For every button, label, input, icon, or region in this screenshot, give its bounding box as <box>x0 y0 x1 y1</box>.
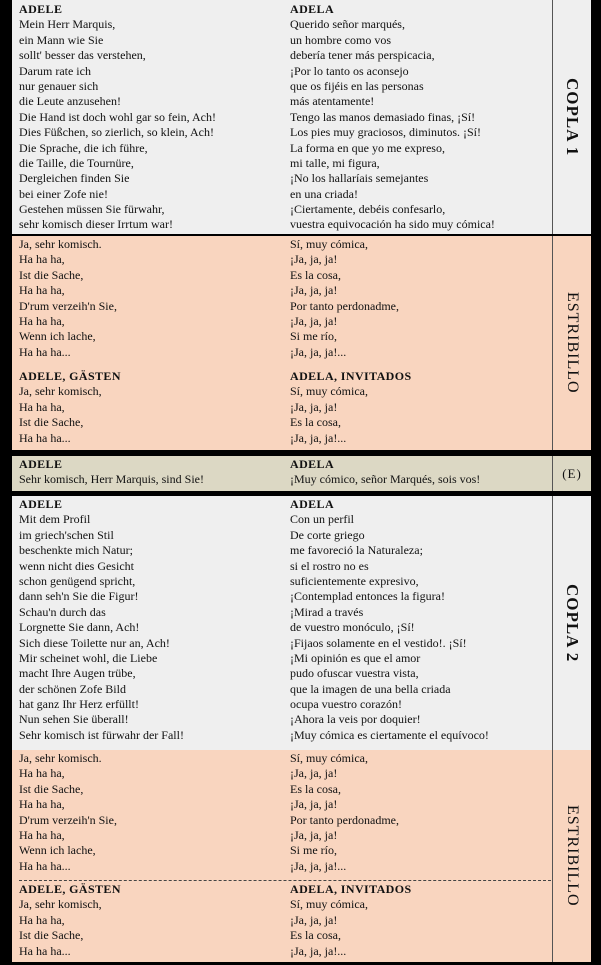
lyric-line: Ha ha ha, <box>19 827 65 842</box>
lyric-line: Es la cosa, <box>290 267 341 282</box>
lyric-line: Sí, muy cómica, <box>290 237 368 251</box>
lyric-line: Ist die Sache, <box>19 781 84 796</box>
lyric-line: Ja, sehr komisch, <box>19 897 102 912</box>
lyric-line: der schönen Zofe Bild <box>19 681 126 696</box>
lyric-line: Ist die Sache, <box>19 267 84 282</box>
lyric-line: ¡No los hallaríais semejantes <box>290 171 429 186</box>
lyric-line: ¡Mirad a través <box>290 604 364 619</box>
lyric-line: Die Sprache, die ich führe, <box>19 140 148 155</box>
section-label: COPLA 1 <box>563 77 582 157</box>
lyric-line: Ist die Sache, <box>19 415 84 430</box>
lyric-line: ¡Ja, ja, ja! <box>290 912 338 927</box>
lyric-line: dann seh'n Sie die Figur! <box>19 589 139 604</box>
lyric-line: im griech'schen Stil <box>19 527 114 542</box>
german-column <box>19 2 281 233</box>
section-label: ESTRIBILLO <box>564 292 581 394</box>
lyric-line: ¡Ja, ja, ja! <box>290 827 338 842</box>
lyric-line: Darum rate ich <box>19 63 91 78</box>
lyric-line: Sehr komisch, Herr Marquis, sind Sie! <box>19 472 204 487</box>
lyric-line: ¡Ja, ja, ja! <box>290 283 338 298</box>
lyric-line: ¡Por lo tanto os aconsejo <box>290 63 409 78</box>
lyric-line: en una criada! <box>290 186 358 201</box>
lyric-line: Lorgnette Sie dann, Ach! <box>19 620 140 635</box>
lyric-line: Ha ha ha, <box>19 912 65 927</box>
lyric-line: ¡Ja, ja, ja! <box>290 766 338 781</box>
lyric-line: ¡Ja, ja, ja!... <box>290 858 347 873</box>
section-label: COPLA 2 <box>563 583 582 663</box>
lyric-line: Sí, muy cómica, <box>290 384 368 399</box>
lyric-line: ¡Contemplad entonces la figura! <box>290 589 445 604</box>
lyric-line: Es la cosa, <box>290 781 341 796</box>
estribillo-2-label <box>552 750 591 962</box>
speaker-name: ADELE <box>19 457 63 471</box>
german-chorus-column <box>19 369 281 446</box>
lyric-line: pudo ofuscar vuestra vista, <box>290 666 419 681</box>
lyric-line: Dergleichen finden Sie <box>19 171 130 186</box>
lyric-line: mi talle, mi figura, <box>290 155 380 170</box>
lyric-line: beschenkte mich Natur; <box>19 543 133 558</box>
lyric-line: Ja, sehr komisch. <box>19 237 102 251</box>
lyric-line: bei einer Zofe nie! <box>19 186 108 201</box>
lyric-line: La forma en que yo me expreso, <box>290 140 445 155</box>
lyric-line: Sich diese Toilette nur an, Ach! <box>19 635 170 650</box>
spanish-chorus-column <box>290 882 552 959</box>
speaker-name: ADELE, GÄSTEN <box>19 882 121 896</box>
speaker-name: ADELE <box>19 497 63 511</box>
lyric-line: Wenn ich lache, <box>19 329 96 344</box>
lyric-line: ocupa vuestro corazón! <box>290 697 402 712</box>
lyric-line: Si me río, <box>290 329 337 344</box>
speaker-name: ADELE <box>19 2 63 16</box>
speaker-name: ADELA <box>290 2 335 16</box>
lyric-line: ¡Ja, ja, ja!... <box>290 344 347 359</box>
lyric-line: Ha ha ha, <box>19 252 65 267</box>
lyric-line: me favoreció la Naturaleza; <box>290 543 423 558</box>
lyric-line: Sí, muy cómica, <box>290 751 368 765</box>
lyric-line: más atentamente! <box>290 94 375 109</box>
copla-2-section <box>12 496 591 750</box>
lyric-line: Nun sehen Sie überall! <box>19 712 129 727</box>
e-section <box>12 456 591 491</box>
german-column <box>19 237 281 360</box>
lyric-line: Con un perfil <box>290 512 354 527</box>
lyric-line: Sí, muy cómica, <box>290 897 368 912</box>
lyric-line: Por tanto perdonadme, <box>290 812 399 827</box>
lyric-line: Si me río, <box>290 843 337 858</box>
lyric-line: ¡Fijaos solamente en el vestido!. ¡Sí! <box>290 635 467 650</box>
spanish-chorus-column <box>290 369 552 446</box>
lyric-line: Por tanto perdonadme, <box>290 298 399 313</box>
lyric-line: Ha ha ha, <box>19 283 65 298</box>
spanish-column <box>290 2 552 233</box>
lyric-line: D'rum verzeih'n Sie, <box>19 298 117 313</box>
lyric-line: die Leute anzusehen! <box>19 94 121 109</box>
copla-2-label <box>552 496 591 750</box>
estribillo-1-label <box>552 236 591 450</box>
lyric-line: si el rostro no es <box>290 558 369 573</box>
lyric-line: ¡Ja, ja, ja! <box>290 313 338 328</box>
lyric-line: suficientemente expresivo, <box>290 573 419 588</box>
lyric-line: Ha ha ha... <box>19 943 71 958</box>
lyric-line: Querido señor marqués, <box>290 17 405 32</box>
lyric-line: Mit dem Profil <box>19 512 91 527</box>
lyric-line: ¡Muy cómica es ciertamente el equívoco! <box>290 727 489 742</box>
lyric-line: Schau'n durch das <box>19 604 106 619</box>
copla-1-label <box>552 0 591 234</box>
lyric-line: Die Hand ist doch wohl gar so fein, Ach! <box>19 109 216 124</box>
lyric-line: ¡Ja, ja, ja! <box>290 252 338 267</box>
german-chorus-column <box>19 882 281 959</box>
lyric-line: Ja, sehr komisch, <box>19 384 102 399</box>
lyric-line: wenn nicht dies Gesicht <box>19 558 134 573</box>
spanish-column <box>290 751 552 874</box>
lyric-line: un hombre como vos <box>290 32 391 47</box>
spanish-column <box>290 237 552 360</box>
lyric-line: Ist die Sache, <box>19 928 84 943</box>
lyric-line: hat ganz Ihr Herz erfüllt! <box>19 697 139 712</box>
lyric-line: ¡Mi opinión es que el amor <box>290 650 421 665</box>
lyric-line: ¡Ja, ja, ja!... <box>290 430 347 445</box>
lyric-line: schon genügend spricht, <box>19 573 136 588</box>
section-divider <box>19 880 551 881</box>
lyric-line: vuestra equivocación ha sido muy cómica! <box>290 217 495 232</box>
section-label: ESTRIBILLO <box>564 805 581 907</box>
lyric-line: Es la cosa, <box>290 928 341 943</box>
german-column <box>19 497 281 743</box>
lyric-line: Wenn ich lache, <box>19 843 96 858</box>
e-label <box>552 456 591 491</box>
lyric-line: nur genauer sich <box>19 78 99 93</box>
lyric-line: ¡Ahora la veis por doquier! <box>290 712 421 727</box>
lyric-line: macht Ihre Augen trübe, <box>19 666 136 681</box>
spanish-column <box>290 497 552 743</box>
lyric-line: Sehr komisch ist fürwahr der Fall! <box>19 727 184 742</box>
section-label: (E) <box>562 465 582 481</box>
german-column <box>19 751 281 874</box>
lyric-line: sollt' besser das verstehen, <box>19 48 146 63</box>
lyric-line: de vuestro monóculo, ¡Sí! <box>290 620 415 635</box>
lyric-line: Gestehen müssen Sie fürwahr, <box>19 202 165 217</box>
lyric-line: ¡Ciertamente, debéis confesarlo, <box>290 202 446 217</box>
lyric-line: debería tener más perspicacia, <box>290 48 435 63</box>
copla-1-section <box>12 0 591 234</box>
lyric-line: que os fijéis en las personas <box>290 78 424 93</box>
speaker-name: ADELE, GÄSTEN <box>19 369 121 383</box>
estribillo-2-section <box>12 750 591 962</box>
lyric-line: ein Mann wie Sie <box>19 32 104 47</box>
lyric-line: De corte griego <box>290 527 365 542</box>
lyric-line: Dies Füßchen, so zierlich, so klein, Ach! <box>19 125 214 140</box>
lyric-line: Mir scheinet wohl, die Liebe <box>19 650 158 665</box>
german-column <box>19 457 281 488</box>
speaker-name: ADELA <box>290 457 335 471</box>
lyric-line: Es la cosa, <box>290 415 341 430</box>
lyric-line: sehr komisch dieser Irrtum war! <box>19 217 173 232</box>
lyric-line: Ha ha ha, <box>19 766 65 781</box>
speaker-name: ADELA, INVITADOS <box>290 882 412 896</box>
lyric-line: Ja, sehr komisch. <box>19 751 102 765</box>
spanish-column <box>290 457 552 488</box>
lyric-line: Mein Herr Marquis, <box>19 17 116 32</box>
speaker-name: ADELA <box>290 497 335 511</box>
lyric-line: die Taille, die Tournüre, <box>19 155 134 170</box>
lyric-line: Los pies muy graciosos, diminutos. ¡Sí! <box>290 125 481 140</box>
lyric-line: D'rum verzeih'n Sie, <box>19 812 117 827</box>
lyric-line: Ha ha ha... <box>19 344 71 359</box>
lyric-line: Ha ha ha, <box>19 797 65 812</box>
speaker-name: ADELA, INVITADOS <box>290 369 412 383</box>
lyric-line: ¡Ja, ja, ja! <box>290 797 338 812</box>
lyric-line: ¡Ja, ja, ja! <box>290 399 338 414</box>
estribillo-1-section <box>12 236 591 450</box>
lyric-line: Ha ha ha... <box>19 858 71 873</box>
lyric-line: Tengo las manos demasiado finas, ¡Sí! <box>290 109 476 124</box>
lyric-line: que la imagen de una bella criada <box>290 681 451 696</box>
lyric-line: Ha ha ha, <box>19 399 65 414</box>
lyric-line: ¡Ja, ja, ja!... <box>290 943 347 958</box>
lyric-line: Ha ha ha... <box>19 430 71 445</box>
lyric-line: Ha ha ha, <box>19 313 65 328</box>
lyric-line: ¡Muy cómico, señor Marqués, sois vos! <box>290 472 481 487</box>
